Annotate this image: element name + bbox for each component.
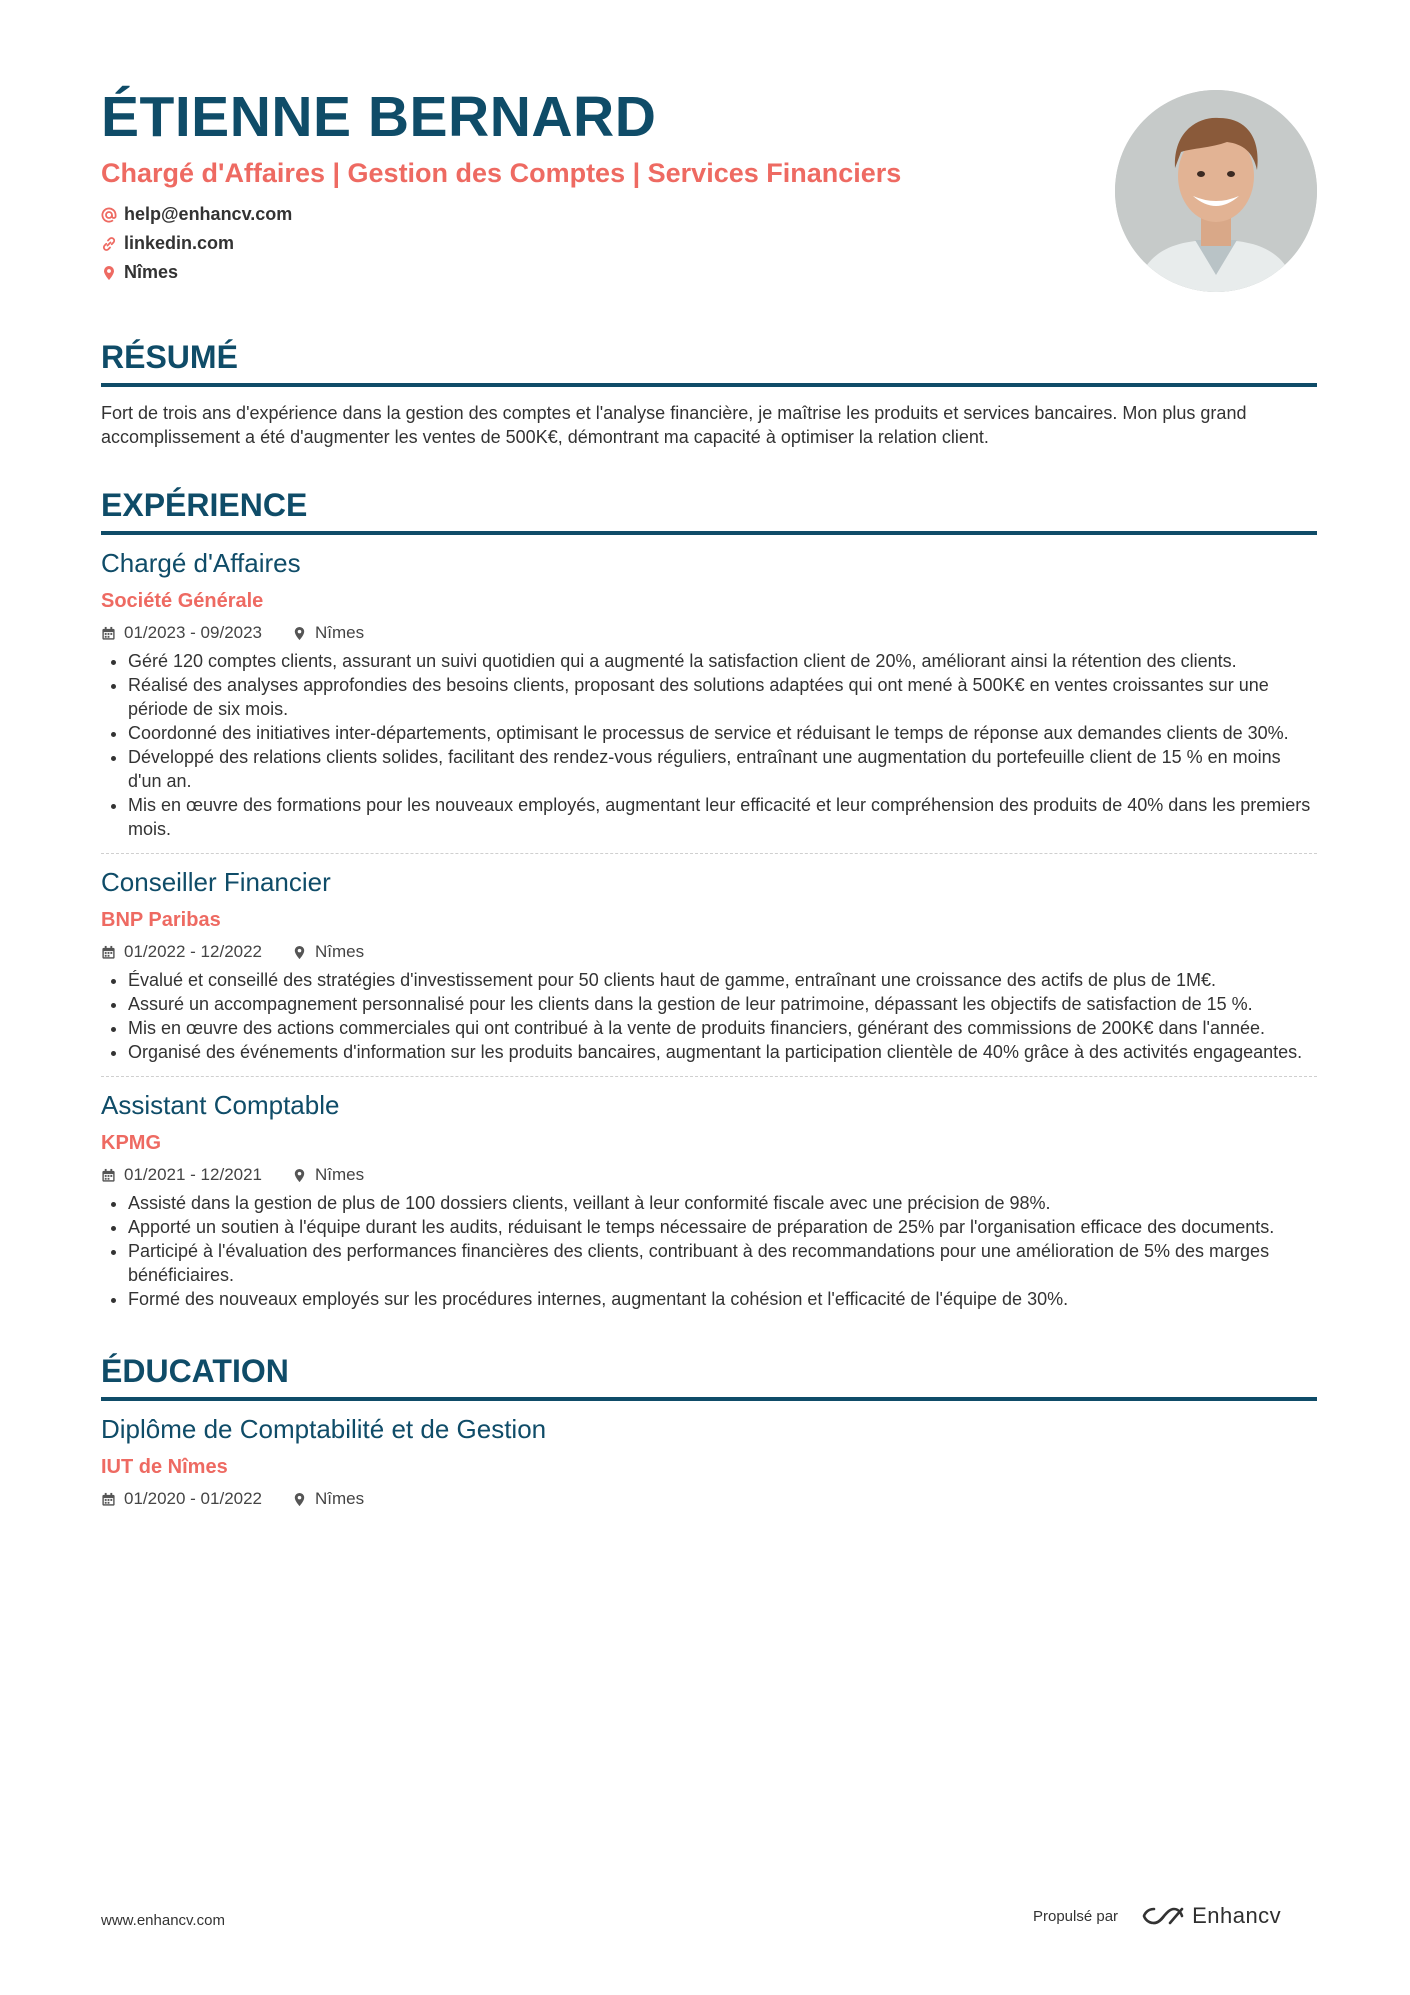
location-pin-icon xyxy=(292,626,307,641)
summary-heading: RÉSUMÉ xyxy=(101,337,1317,387)
education-entry xyxy=(101,1413,1317,1511)
footer-website[interactable]: www.enhancv.com xyxy=(101,1912,225,1929)
linkedin-text: linkedin.com xyxy=(124,233,235,253)
job-bullet: • Évalué et conseillé des stratégies d'investissement pour 50 clients haut de gamme, entraînant une croissance des actifs de plus de 1M€. xyxy=(128,968,1317,992)
job-bullets xyxy=(101,649,1317,841)
location-pin-icon xyxy=(292,1492,307,1507)
job-bullet: • Géré 120 comptes clients, assurant un suivi quotidien qui a augmenté la satisfaction client de 20%, améliorant ainsi la rétention des clients. xyxy=(128,649,1317,673)
contact-location xyxy=(101,258,593,287)
contact-linkedin[interactable] xyxy=(101,229,593,258)
person-portrait-icon xyxy=(1115,90,1317,292)
job-company: BNP Paribas xyxy=(101,909,221,931)
education-location-text: Nîmes xyxy=(315,1489,365,1508)
job-dates xyxy=(101,942,262,962)
powered-by-text: Propulsé par xyxy=(1033,1907,1119,1925)
calendar-icon xyxy=(101,945,116,960)
job-entry xyxy=(101,1089,1317,1311)
location-pin-icon xyxy=(292,1168,307,1183)
job-bullet: • Apporté un soutien à l'équipe durant les audits, réduisant le temps nécessaire de préparation de 25% par l'organisation efficace des documents. xyxy=(128,1215,1317,1239)
experience-section xyxy=(101,485,1317,1311)
brand-name: Enhancv xyxy=(1192,1903,1282,1928)
header xyxy=(101,86,1317,287)
job-title: Assistant Comptable xyxy=(101,1090,340,1120)
profile-photo xyxy=(1115,90,1317,292)
job-dates-text: 01/2023 - 09/2023 xyxy=(124,623,263,642)
job-meta xyxy=(101,1163,1317,1187)
education-location xyxy=(292,1489,364,1509)
footer-branding xyxy=(1033,1903,1281,1929)
job-bullet: • Organisé des événements d'information sur les produits bancaires, augmentant la participation clientèle de 40% grâce à des activités engageantes. xyxy=(128,1040,1317,1064)
job-location xyxy=(292,1165,364,1185)
job-bullet: • Coordonné des initiatives inter-départements, optimisant le processus de service et réduisant le temps de réponse aux demandes clients de 30%. xyxy=(128,721,1317,745)
education-heading: ÉDUCATION xyxy=(101,1351,1317,1401)
job-bullets xyxy=(101,968,1317,1064)
job-company: Société Générale xyxy=(101,590,264,612)
summary-text: Fort de trois ans d'expérience dans la gestion des comptes et l'analyse financière, je maîtrise les produits et services bancaires. Mon plus grand accomplissement a été d'augmenter les ventes de 500K€, démontrant ma capacité à optimiser la relation client. xyxy=(101,403,1247,447)
job-location xyxy=(292,942,364,962)
education-dates-text: 01/2020 - 01/2022 xyxy=(124,1489,263,1508)
job-divider xyxy=(101,853,1317,854)
school-name: IUT de Nîmes xyxy=(101,1456,228,1478)
location-pin-icon xyxy=(101,265,117,281)
summary-section xyxy=(101,337,1317,449)
job-dates xyxy=(101,623,262,643)
job-bullet: • Assuré un accompagnement personnalisé pour les clients dans la gestion de leur patrimoine, dépassant les objectifs de satisfaction de 15 %. xyxy=(128,992,1317,1016)
job-title: Chargé d'Affaires xyxy=(101,548,301,578)
job-dates xyxy=(101,1165,262,1185)
job-location-text: Nîmes xyxy=(315,1165,365,1184)
education-dates xyxy=(101,1489,262,1509)
job-bullet: • Formé des nouveaux employés sur les procédures internes, augmentant la cohésion et l'efficacité de l'équipe de 30%. xyxy=(128,1287,1317,1311)
job-location-text: Nîmes xyxy=(315,942,365,961)
job-entry xyxy=(101,866,1317,1064)
job-company: KPMG xyxy=(101,1132,161,1154)
job-location xyxy=(292,623,364,643)
contact-email[interactable] xyxy=(101,200,593,229)
job-bullet: • Mis en œuvre des formations pour les nouveaux employés, augmentant leur efficacité et leur compréhension des produits de 40% dans les premiers mois. xyxy=(128,793,1317,841)
location-text: Nîmes xyxy=(124,262,179,282)
location-pin-icon xyxy=(292,945,307,960)
job-dates-text: 01/2022 - 12/2022 xyxy=(124,942,263,961)
job-divider xyxy=(101,1076,1317,1077)
degree-title: Diplôme de Comptabilité et de Gestion xyxy=(101,1414,547,1444)
at-icon xyxy=(101,207,117,223)
job-meta xyxy=(101,621,1317,645)
calendar-icon xyxy=(101,626,116,641)
candidate-name: ÉTIENNE BERNARD xyxy=(101,85,657,149)
job-dates-text: 01/2021 - 12/2021 xyxy=(124,1165,263,1184)
job-entry xyxy=(101,547,1317,841)
education-meta xyxy=(101,1487,1317,1511)
experience-heading: EXPÉRIENCE xyxy=(101,485,1317,535)
job-bullet: • Participé à l'évaluation des performances financières des clients, contribuant à des recommandations pour une amélioration de 5% des marges bénéficiaires. xyxy=(128,1239,1317,1287)
contact-list xyxy=(101,200,1001,287)
job-location-text: Nîmes xyxy=(315,623,365,642)
job-bullet: • Réalisé des analyses approfondies des besoins clients, proposant des solutions adaptées qui ont mené à 500K€ en ventes croissantes sur une période de six mois. xyxy=(128,673,1317,721)
calendar-icon xyxy=(101,1168,116,1183)
job-title: Conseiller Financier xyxy=(101,867,331,897)
email-text: help@enhancv.com xyxy=(124,204,293,224)
education-section xyxy=(101,1351,1317,1511)
enhancv-logo-icon xyxy=(1140,1904,1184,1928)
candidate-subtitle: Chargé d'Affaires | Gestion des Comptes | Services Financiers xyxy=(101,158,902,188)
job-bullets xyxy=(101,1191,1317,1311)
job-bullet: • Assisté dans la gestion de plus de 100 dossiers clients, veillant à leur conformité fiscale avec une précision de 98%. xyxy=(128,1191,1317,1215)
job-bullet: • Développé des relations clients solides, facilitant des rendez-vous réguliers, entraînant une augmentation du portefeuille client de 15 % en moins d'un an. xyxy=(128,745,1317,793)
calendar-icon xyxy=(101,1492,116,1507)
job-meta xyxy=(101,940,1317,964)
resume-page xyxy=(101,86,1317,1511)
job-bullet: • Mis en œuvre des actions commerciales qui ont contribué à la vente de produits financiers, générant des commissions de 200K€ dans l'année. xyxy=(128,1016,1317,1040)
link-icon xyxy=(101,236,117,252)
